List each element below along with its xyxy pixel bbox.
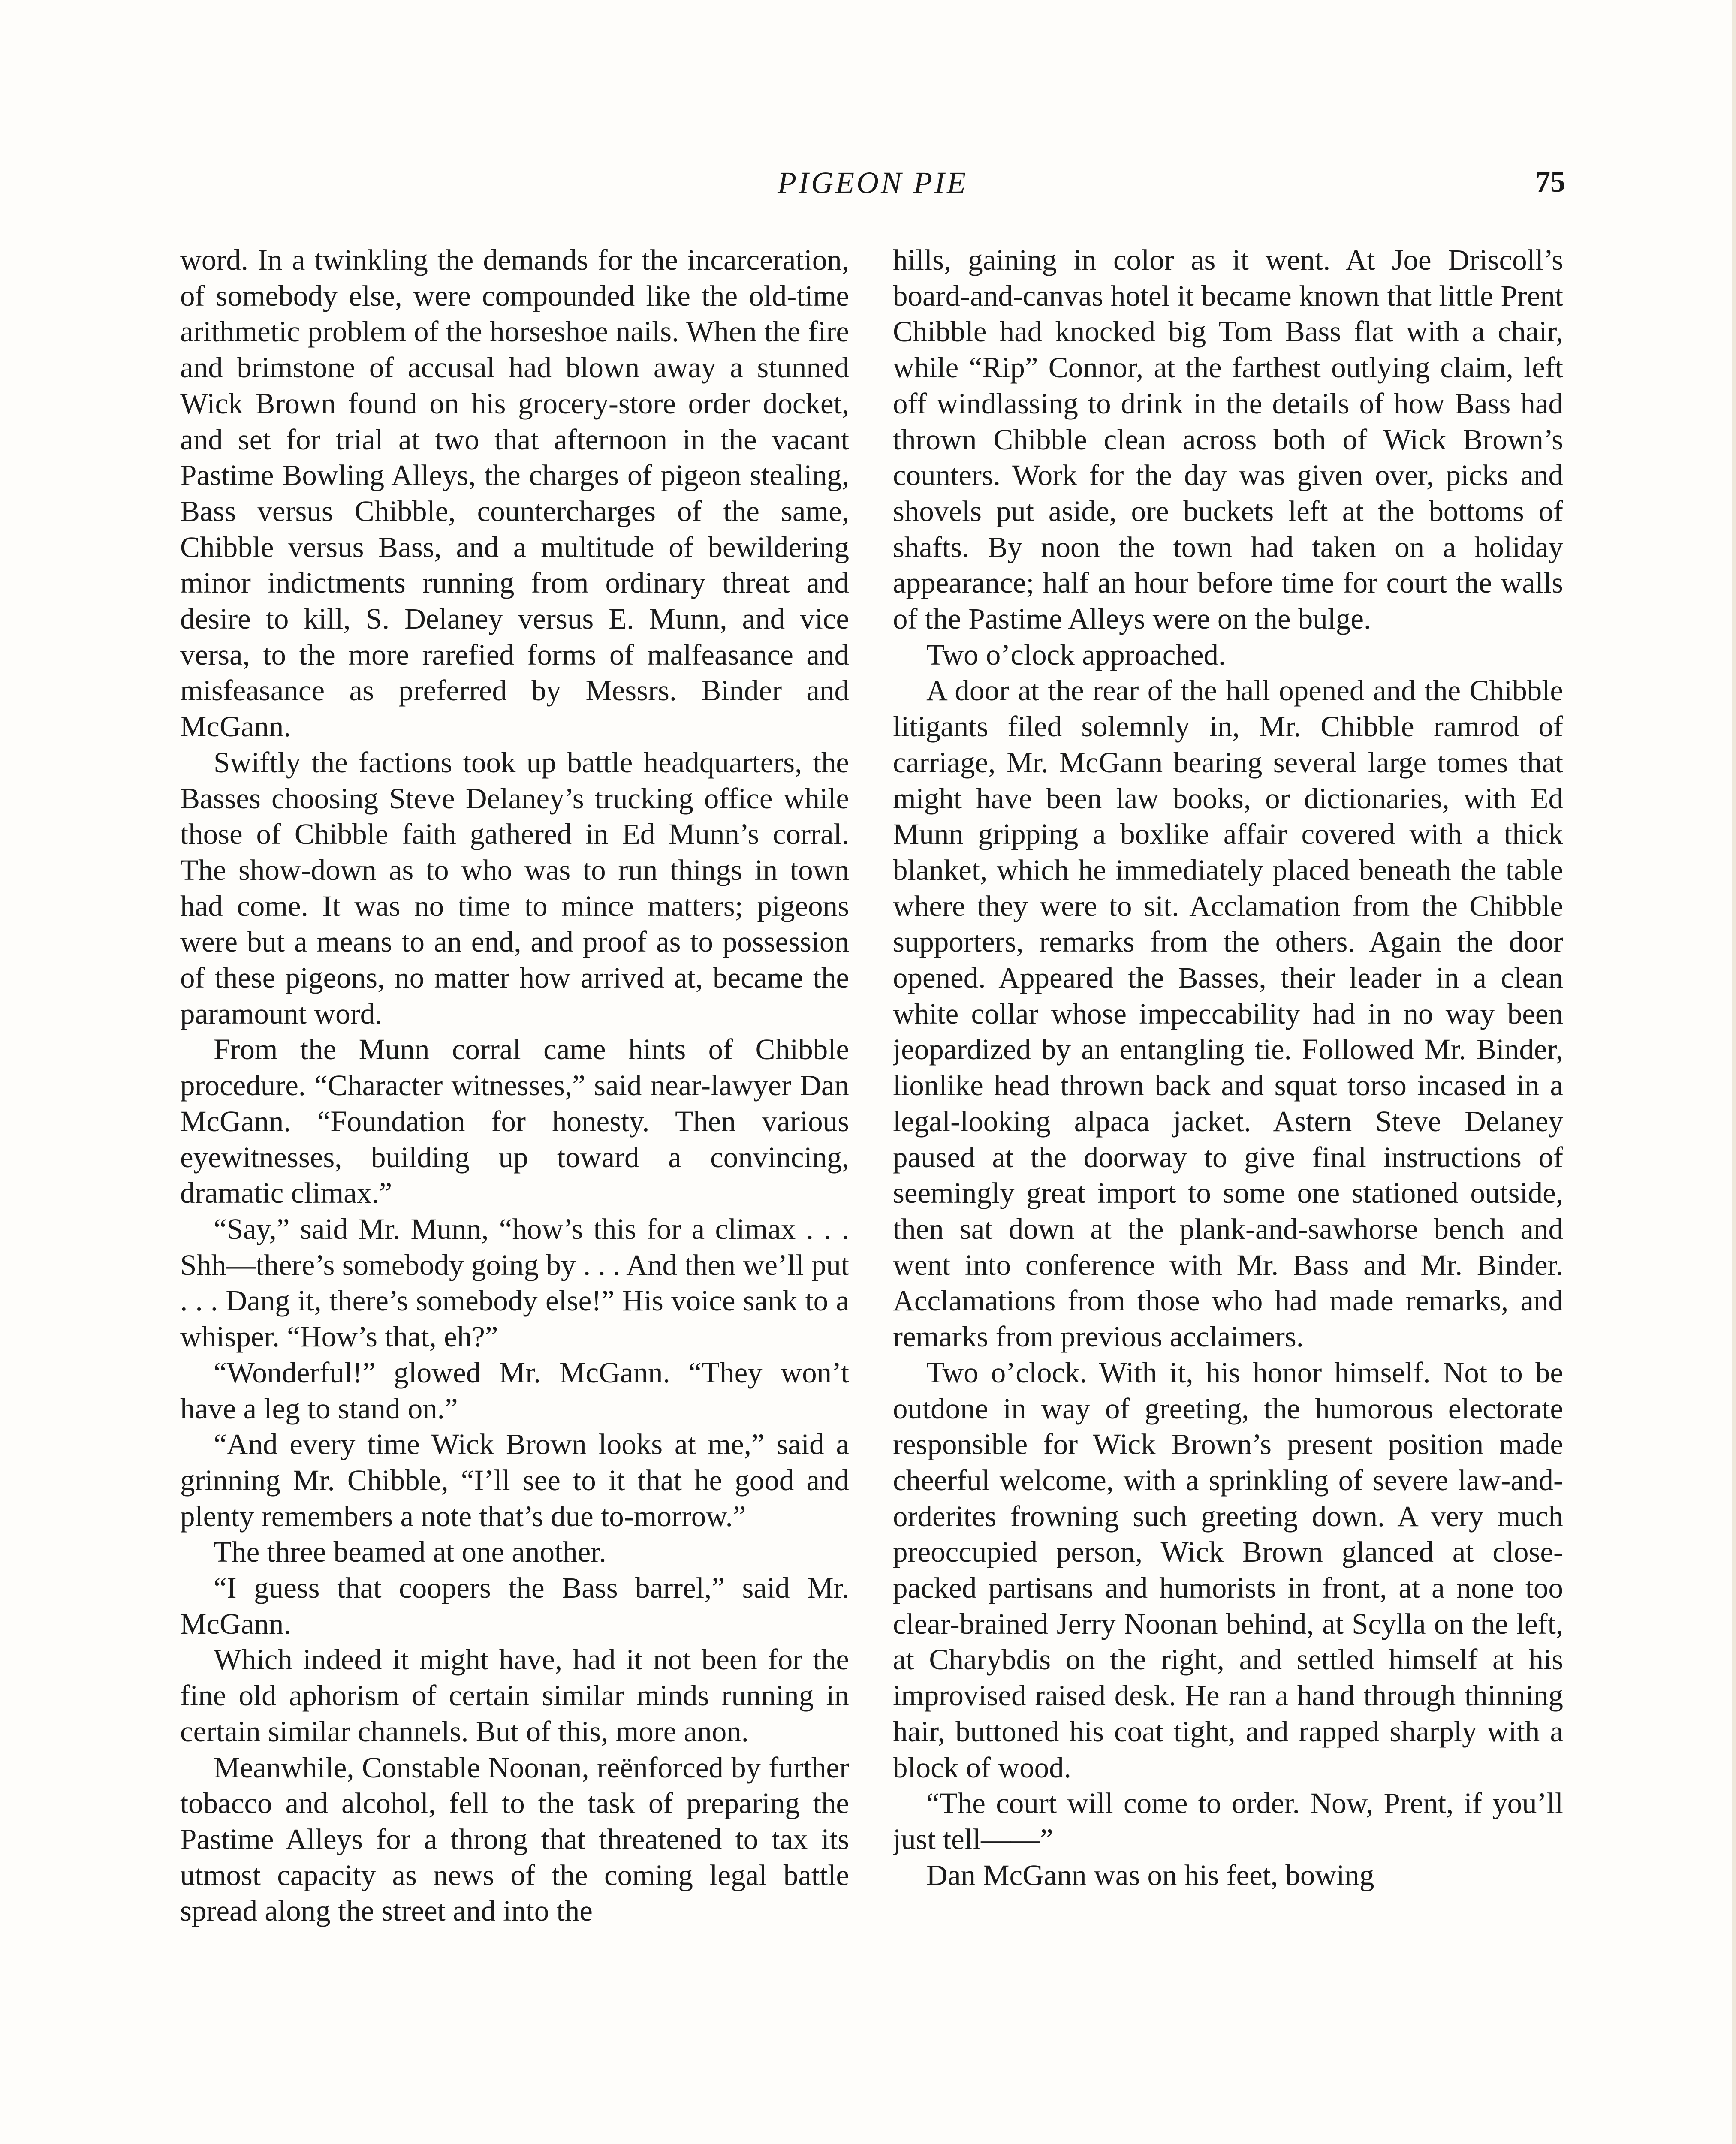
- paragraph: hills, gaining in color as it went. At Joe Driscoll’s board-and-canvas hotel it became known that little Prent Chibble had knocked big Tom Bass flat with a chair, while “Rip” Connor, at the farthest outlying claim, left off windlassing to drink in the details of how Bass had thrown Chibble clean across both of Wick Brown’s counters. Work for the day was given over, picks and shovels put aside, ore buckets left at the bottoms of shafts. By noon the town had taken on a holiday appearance; half an hour before time for court the walls of the Pastime Alleys were on the bulge.: [893, 244, 1563, 635]
- paragraph: Swiftly the factions took up battle headquarters, the Basses choosing Steve Delaney’s trucking office while those of Chibble faith gathered in Ed Munn’s corral. The show-down as to who was to run things in town had come. It was no time to mince matters; pigeons were but a means to an end, and proof as to possession of these pigeons, no matter how arrived at, became the paramount word.: [180, 746, 849, 1030]
- paragraph: Two o’clock. With it, his honor himself. Not to be outdone in way of greeting, the humorous electorate responsible for Wick Brown’s present position made cheerful welcome, with a sprinkling of severe law-and-orderites frowning such greeting down. A very much preoccupied person, Wick Brown glanced at close-packed partisans and humorists in front, at a none too clear-brained Jerry Noonan behind, at Scylla on the left, at Charybdis on the right, and settled himself at his improvised raised desk. He ran a hand through thinning hair, buttoned his coat tight, and rapped sharply with a block of wood.: [893, 1356, 1563, 1784]
- paragraph: From the Munn corral came hints of Chibble procedure. “Character witnesses,” said near-lawyer Dan McGann. “Foundation for honesty. Then various eyewitnesses, building up toward a convincing, dramatic climax.”: [180, 1033, 849, 1210]
- paragraph: “Say,” said Mr. Munn, “how’s this for a climax . . . Shh—there’s somebody going by . . . And then we’ll put . . . Dang it, there’s somebody else!” His voice sank to a whisper. “How’s that, eh?”: [180, 1212, 849, 1353]
- paragraph: “Wonderful!” glowed Mr. McGann. “They won’t have a leg to stand on.”: [180, 1356, 849, 1425]
- paragraph: Meanwhile, Constable Noonan, reënforced by further tobacco and alcohol, fell to the task of preparing the Pastime Alleys for a throng that threatened to tax its utmost capacity as news of the coming legal battle spread along the street and into the: [180, 1751, 849, 1927]
- text-column-left: [180, 242, 849, 2144]
- paragraph: Two o’clock approached.: [926, 638, 1226, 671]
- page-number: 75: [1535, 166, 1565, 199]
- running-title: PIGEON PIE: [778, 166, 968, 200]
- text-column-right: [893, 242, 1563, 2144]
- paragraph: The three beamed at one another.: [214, 1536, 606, 1569]
- running-header: [180, 165, 1565, 217]
- paragraph: “And every time Wick Brown looks at me,” said a grinning Mr. Chibble, “I’ll see to it that he good and plenty remembers a note that’s due to-morrow.”: [180, 1428, 849, 1533]
- paragraph: Which indeed it might have, had it not been for the fine old aphorism of certain similar minds running in certain similar channels. But of this, more anon.: [180, 1643, 849, 1748]
- paragraph: “The court will come to order. Now, Prent, if you’ll just tell——”: [893, 1787, 1563, 1855]
- paragraph: A door at the rear of the hall opened and the Chibble litigants filed solemnly in, Mr. Chibble ramrod of carriage, Mr. McGann bearing several large tomes that might have been law books, or dictionaries, with Ed Munn gripping a boxlike affair covered with a thick blanket, which he immediately placed beneath the table where they were to sit. Acclamation from the Chibble supporters, remarks from the others. Again the door opened. Appeared the Basses, their leader in a clean white collar whose impeccability had in no way been jeopardized by an entangling tie. Followed Mr. Binder, lionlike head thrown back and squat torso incased in a legal-looking alpaca jacket. Astern Steve Delaney paused at the doorway to give final instructions of seemingly great import to some one stationed outside, then sat down at the plank-and-sawhorse bench and went into conference with Mr. Bass and Mr. Binder. Acclamations from those who had made remarks, and remarks from previous acclaimers.: [893, 674, 1563, 1353]
- paragraph: Dan McGann was on his feet, bowing: [926, 1858, 1374, 1891]
- paragraph: word. In a twinkling the demands for the incarceration, of somebody else, were compounded like the old-time arithmetic problem of the horseshoe nails. When the fire and brimstone of accusal had blown away a stunned Wick Brown found on his grocery-store order docket, and set for trial at two that afternoon in the vacant Pastime Bowling Alleys, the charges of pigeon stealing, Bass versus Chibble, countercharges of the same, Chibble versus Bass, and a multitude of bewildering minor indictments running from ordinary threat and desire to kill, S. Delaney versus E. Munn, and vice versa, to the more rarefied forms of malfeasance and misfeasance as preferred by Messrs. Binder and McGann.: [180, 244, 849, 743]
- paragraph: “I guess that coopers the Bass barrel,” said Mr. McGann.: [180, 1572, 849, 1640]
